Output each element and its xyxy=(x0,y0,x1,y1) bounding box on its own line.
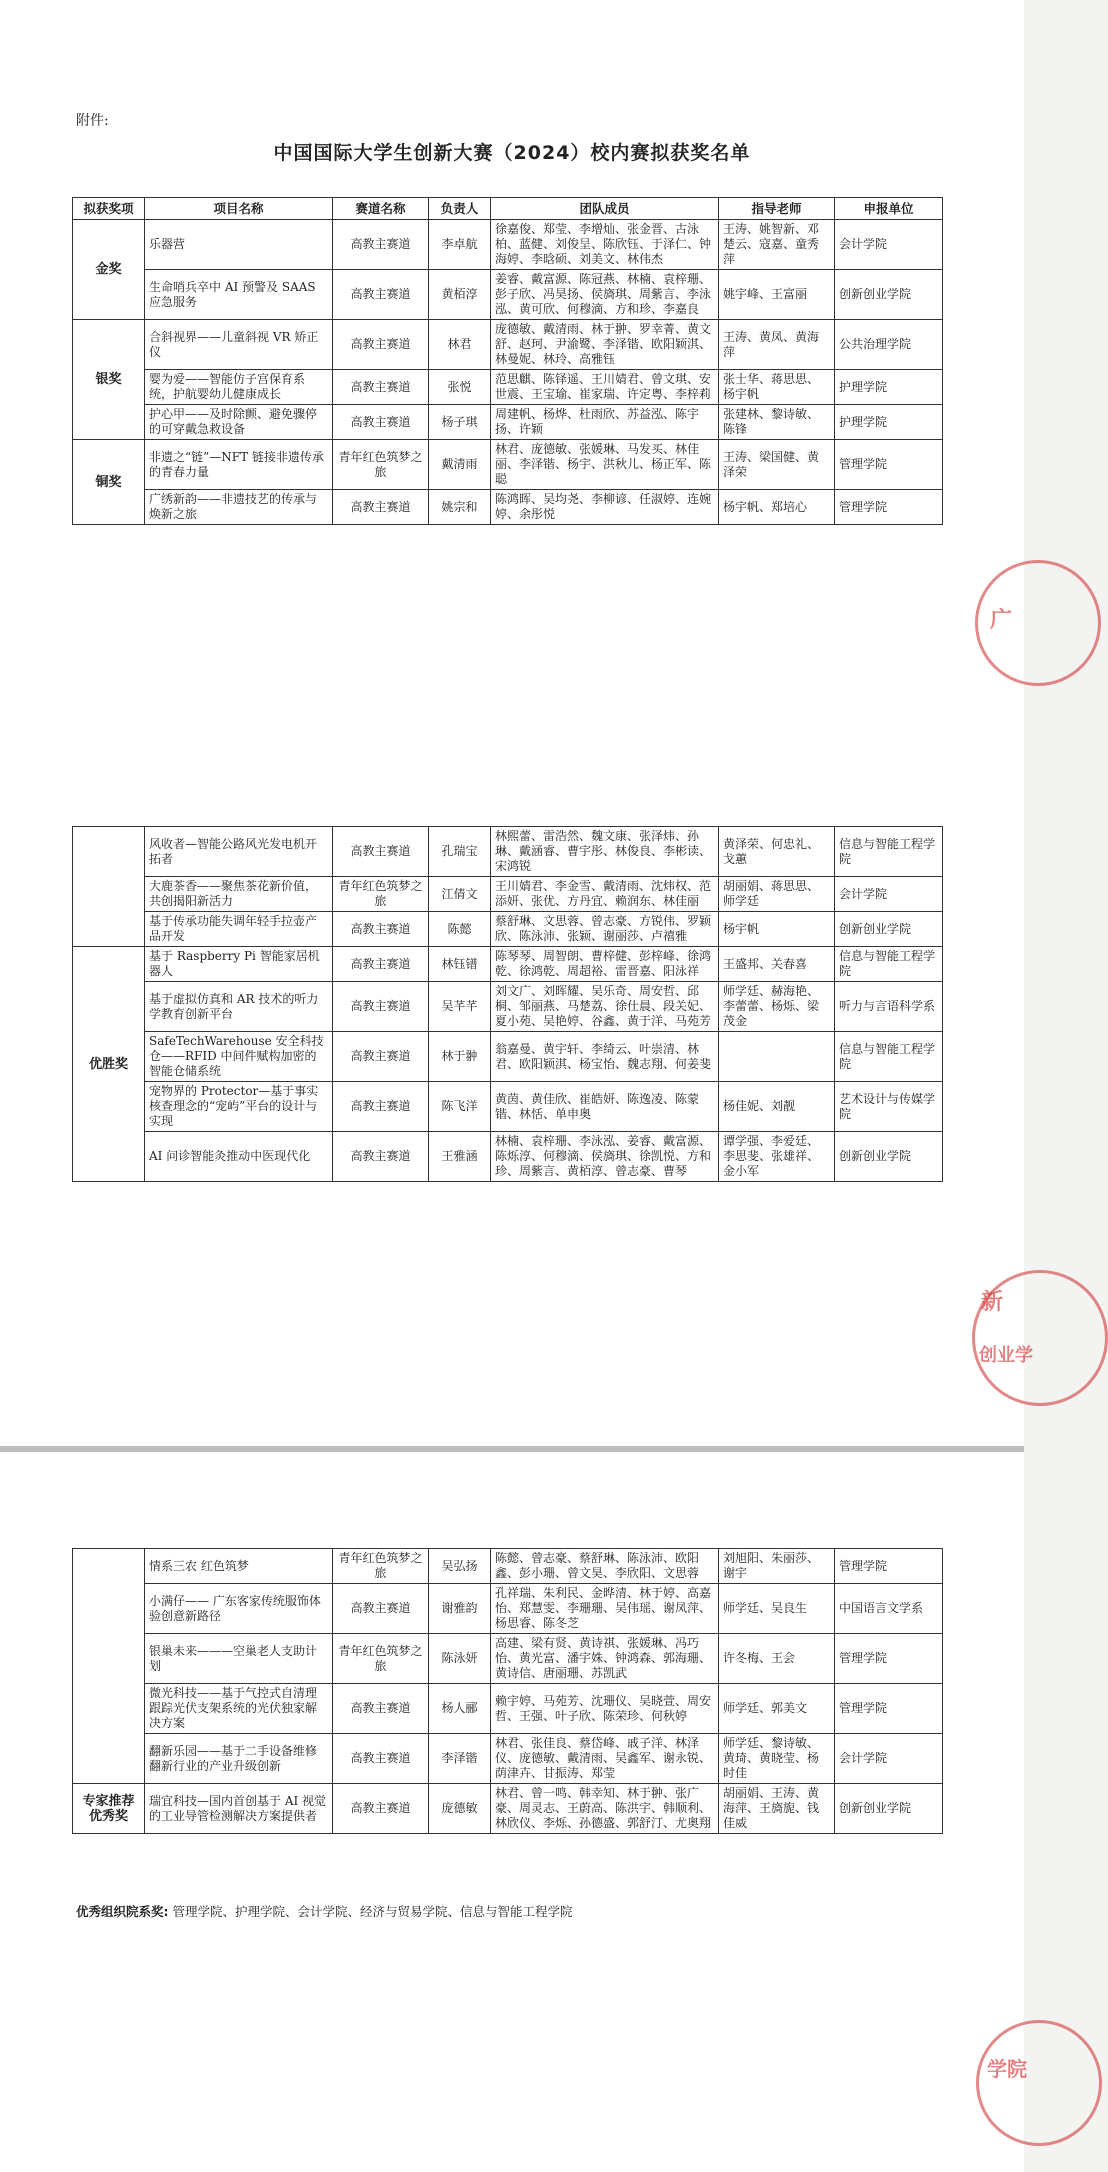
team-members: 陈懿、曾志豪、蔡舒琳、陈泳沛、欧阳鑫、彭小珊、曾文昊、李欣阳、文思蓉 xyxy=(491,1549,719,1584)
unit: 管理学院 xyxy=(835,1634,943,1684)
leader-name: 孔瑞宝 xyxy=(429,827,491,877)
advisors: 师学廷、赫海艳、李蕾蕾、杨烁、梁茂金 xyxy=(719,982,835,1032)
unit: 听力与言语科学系 xyxy=(835,982,943,1032)
team-members: 林君、庞德敏、张媛琳、马发买、林佳丽、李泽锴、杨宇、洪秋儿、杨正军、陈聪 xyxy=(491,440,719,490)
track-name: 高教主赛道 xyxy=(333,827,429,877)
seal-stamp-3 xyxy=(976,2020,1102,2146)
team-members: 徐嘉俊、郑莹、李增灿、张金晋、古泳柏、蓝健、刘俊呈、陈欣钰、于泽仁、钟海婷、李晗硕、刘美文、林伟杰 xyxy=(491,220,719,270)
table-row xyxy=(73,320,943,370)
track-name: 青年红色筑梦之旅 xyxy=(333,1634,429,1684)
table-row xyxy=(73,982,943,1032)
award-level-continued xyxy=(73,827,145,947)
advisors: 许冬梅、王会 xyxy=(719,1634,835,1684)
unit: 管理学院 xyxy=(835,1684,943,1734)
seal-stamp-text: 创业学 xyxy=(979,1345,1033,1366)
leader-name: 谢雅韵 xyxy=(429,1584,491,1634)
project-name: 基于传承功能失调年轻手拉壶产品开发 xyxy=(145,912,333,947)
advisors: 胡丽娟、蒋思思、师学廷 xyxy=(719,877,835,912)
advisors xyxy=(719,1032,835,1082)
track-name: 高教主赛道 xyxy=(333,1132,429,1182)
team-members: 范思麒、陈铎遥、王川婧君、曾文琪、安世震、王宝瑜、崔家瑞、许定粤、李梓莉 xyxy=(491,370,719,405)
leader-name: 林钰镨 xyxy=(429,947,491,982)
advisors: 胡丽娟、王涛、黄海萍、王旖旎、钱佳威 xyxy=(719,1784,835,1834)
leader-name: 林于翀 xyxy=(429,1032,491,1082)
header-track-name: 赛道名称 xyxy=(333,198,429,220)
project-name: 风收者—智能公路风光发电机开拓者 xyxy=(145,827,333,877)
award-level-bronze: 铜奖 xyxy=(73,440,145,525)
seal-stamp-text: 学院 xyxy=(987,2057,1027,2081)
advisors: 杨宇帆 xyxy=(719,912,835,947)
track-name: 高教主赛道 xyxy=(333,982,429,1032)
leader-name: 陈泳妍 xyxy=(429,1634,491,1684)
unit: 公共治理学院 xyxy=(835,320,943,370)
advisors: 姚宇峰、王富丽 xyxy=(719,270,835,320)
document-title: 中国国际大学生创新大赛（2024）校内赛拟获奖名单 xyxy=(273,142,751,164)
project-name: 大鹿茶香——聚焦茶花新价值，共创揭阳新活力 xyxy=(145,877,333,912)
track-name: 高教主赛道 xyxy=(333,320,429,370)
team-members: 赖宇婷、马苑芳、沈珊仪、吴晓萱、周安哲、王强、叶子欣、陈荣珍、何秋婷 xyxy=(491,1684,719,1734)
unit: 护理学院 xyxy=(835,370,943,405)
project-name: 基于 Raspberry Pi 智能家居机器人 xyxy=(145,947,333,982)
award-level-gold: 金奖 xyxy=(73,220,145,320)
team-members: 林君、张佳良、蔡岱峰、戚子洋、林泽仪、庞德敏、戴清雨、吴鑫军、谢永锐、荫津卉、甘振涛、郑莹 xyxy=(491,1734,719,1784)
team-members: 姜睿、戴富源、陈冠燕、林楠、袁梓珊、彭子欣、冯昊扬、侯旖琪、周紫言、李泳泓、黄可欣、何穆滴、方和珍、李嘉良 xyxy=(491,270,719,320)
project-name: 基于虚拟仿真和 AR 技术的听力学教育创新平台 xyxy=(145,982,333,1032)
leader-name: 张悦 xyxy=(429,370,491,405)
unit: 管理学院 xyxy=(835,1549,943,1584)
project-name: 生命哨兵卒中 AI 预警及 SAAS 应急服务 xyxy=(145,270,333,320)
unit: 信息与智能工程学院 xyxy=(835,827,943,877)
awards-table-part1 xyxy=(72,197,943,525)
advisors: 刘旭阳、朱丽莎、谢宇 xyxy=(719,1549,835,1584)
advisors: 王涛、姚智新、邓楚云、寇嘉、童秀萍 xyxy=(719,220,835,270)
project-name: 微光科技——基于气控式自清理跟踪光伏支架系统的光伏独家解决方案 xyxy=(145,1684,333,1734)
unit: 艺术设计与传媒学院 xyxy=(835,1082,943,1132)
awards-table-part2 xyxy=(72,826,943,1182)
project-name: 广绣新韵——非遗技艺的传承与焕新之旅 xyxy=(145,490,333,525)
table-row xyxy=(73,1132,943,1182)
project-name: 乐器营 xyxy=(145,220,333,270)
team-members: 黄茵、黄佳欣、崔皓妍、陈逸凌、陈蒙锴、林恬、单申奥 xyxy=(491,1082,719,1132)
table-row xyxy=(73,947,943,982)
award-level-continued xyxy=(73,1549,145,1784)
unit: 创新创业学院 xyxy=(835,1132,943,1182)
project-name: SafeTechWarehouse 安全科技仓——RFID 中间件赋构加密的智能仓储系统 xyxy=(145,1032,333,1082)
leader-name: 陈懿 xyxy=(429,912,491,947)
advisors: 张士华、蒋思思、杨宇帆 xyxy=(719,370,835,405)
unit: 会计学院 xyxy=(835,220,943,270)
track-name: 高教主赛道 xyxy=(333,1082,429,1132)
table-row xyxy=(73,270,943,320)
advisors: 王涛、黄凤、黄海萍 xyxy=(719,320,835,370)
unit: 护理学院 xyxy=(835,405,943,440)
table-row xyxy=(73,1734,943,1784)
unit: 信息与智能工程学院 xyxy=(835,947,943,982)
award-level-expert: 专家推荐优秀奖 xyxy=(73,1784,145,1834)
organization-award-label: 优秀组织院系奖: xyxy=(76,1904,169,1919)
table-row xyxy=(73,827,943,877)
leader-name: 王雅涵 xyxy=(429,1132,491,1182)
unit: 管理学院 xyxy=(835,490,943,525)
table-header-row xyxy=(73,198,943,220)
track-name: 高教主赛道 xyxy=(333,370,429,405)
leader-name: 庞德敏 xyxy=(429,1784,491,1834)
project-name: 合斜视界——儿童斜视 VR 矫正仪 xyxy=(145,320,333,370)
track-name: 高教主赛道 xyxy=(333,1032,429,1082)
team-members: 林君、曾一鸣、韩幸知、林于翀、张广豪、周灵志、王蔚高、陈洪宇、韩顺利、林欣仪、李烁、孙德盛、郭舒汀、尤奥翔 xyxy=(491,1784,719,1834)
advisors: 师学廷、黎诗敏、黄琦、黄晓莹、杨时佳 xyxy=(719,1734,835,1784)
leader-name: 李泽锴 xyxy=(429,1734,491,1784)
seal-stamp-text: 广 xyxy=(990,608,1013,633)
organization-award-note xyxy=(76,1902,573,1920)
table-row xyxy=(73,1634,943,1684)
table-row xyxy=(73,405,943,440)
team-members: 林熙蕾、雷浩然、魏文康、张泽炜、孙琳、戴涵睿、曹宇彤、林俊良、李彬读、宋鸿锐 xyxy=(491,827,719,877)
track-name: 高教主赛道 xyxy=(333,490,429,525)
leader-name: 杨子琪 xyxy=(429,405,491,440)
team-members: 陈鸿晖、吴均尧、李柳谚、任淑婷、连婉婷、余彤悦 xyxy=(491,490,719,525)
header-award-level: 拟获奖项 xyxy=(73,198,145,220)
awards-table-part3 xyxy=(72,1548,943,1834)
track-name: 高教主赛道 xyxy=(333,1584,429,1634)
track-name: 高教主赛道 xyxy=(333,1734,429,1784)
project-name: 护心甲——及时除颤、避免骤停的可穿戴急救设备 xyxy=(145,405,333,440)
team-members: 王川婧君、李金雪、戴清雨、沈炜权、范添妍、张优、方丹宜、赖润东、林佳丽 xyxy=(491,877,719,912)
leader-name: 吴芊芊 xyxy=(429,982,491,1032)
team-members: 翁嘉曼、黄宇轩、李绮云、叶崇清、林君、欧阳颖淇、杨宝怡、魏志翔、何姜斐 xyxy=(491,1032,719,1082)
project-name: 婴为爱——智能仿子宫保育系统，护航婴幼儿健康成长 xyxy=(145,370,333,405)
project-name: 瑞宜科技—国内首创基于 AI 视觉的工业导管检测解决方案提供者 xyxy=(145,1784,333,1834)
track-name: 高教主赛道 xyxy=(333,270,429,320)
project-name: 翻新乐园——基于二手设备维修翻新行业的产业升级创新 xyxy=(145,1734,333,1784)
project-name: 小满仔—— 广东客家传统服饰体验创意新路径 xyxy=(145,1584,333,1634)
organization-award-text: 管理学院、护理学院、会计学院、经济与贸易学院、信息与智能工程学院 xyxy=(172,1904,573,1919)
seal-stamp-1 xyxy=(975,560,1101,686)
unit: 信息与智能工程学院 xyxy=(835,1032,943,1082)
project-name: 非遗之“链”—NFT 链接非遗传承的青春力量 xyxy=(145,440,333,490)
leader-name: 江倩文 xyxy=(429,877,491,912)
award-level-excellent: 优胜奖 xyxy=(73,947,145,1182)
project-name: 宠物界的 Protector—基于事实核查理念的“宠屿”平台的设计与实现 xyxy=(145,1082,333,1132)
leader-name: 林君 xyxy=(429,320,491,370)
track-name: 高教主赛道 xyxy=(333,1684,429,1734)
seal-stamp-2 xyxy=(972,1270,1108,1406)
track-name: 青年红色筑梦之旅 xyxy=(333,877,429,912)
leader-name: 戴清雨 xyxy=(429,440,491,490)
team-members: 蔡舒琳、文思蓉、曾志豪、方锐伟、罗颖欣、陈泳沛、张颖、谢丽莎、卢禧雅 xyxy=(491,912,719,947)
advisors: 杨宇帆、郑培心 xyxy=(719,490,835,525)
unit: 会计学院 xyxy=(835,877,943,912)
table-row xyxy=(73,440,943,490)
leader-name: 姚宗和 xyxy=(429,490,491,525)
unit: 创新创业学院 xyxy=(835,912,943,947)
project-name: AI 问诊智能灸推动中医现代化 xyxy=(145,1132,333,1182)
unit: 管理学院 xyxy=(835,440,943,490)
award-level-silver: 银奖 xyxy=(73,320,145,440)
track-name: 高教主赛道 xyxy=(333,220,429,270)
team-members: 刘文广、刘晖耀、吴乐奇、周安哲、邱桐、邹丽燕、马楚荔、徐仕晨、段关妃、夏小苑、吴艳婷、谷鑫、黄于洋、马苑芳 xyxy=(491,982,719,1032)
seal-stamp-text: 新 xyxy=(981,1290,1004,1315)
track-name: 高教主赛道 xyxy=(333,405,429,440)
table-row xyxy=(73,912,943,947)
header-leader: 负责人 xyxy=(429,198,491,220)
unit: 创新创业学院 xyxy=(835,1784,943,1834)
header-unit: 申报单位 xyxy=(835,198,943,220)
advisors: 张建林、黎诗敏、陈锋 xyxy=(719,405,835,440)
attachment-label: 附件: xyxy=(76,113,109,129)
track-name: 高教主赛道 xyxy=(333,947,429,982)
unit: 中国语言文学系 xyxy=(835,1584,943,1634)
leader-name: 吴弘扬 xyxy=(429,1549,491,1584)
team-members: 周建帆、杨烨、杜雨欣、苏益泓、陈宇扬、许颖 xyxy=(491,405,719,440)
track-name: 青年红色筑梦之旅 xyxy=(333,440,429,490)
table-row xyxy=(73,1549,943,1584)
table-row xyxy=(73,370,943,405)
leader-name: 杨人郦 xyxy=(429,1684,491,1734)
team-members: 林楠、袁梓珊、李泳泓、姜睿、戴富源、陈烁淳、何穆滴、侯旖琪、徐凯悦、方和珍、周紫言、黄栢淳、曾志豪、曹琴 xyxy=(491,1132,719,1182)
advisors: 师学廷、郭美文 xyxy=(719,1684,835,1734)
team-members: 陈琴琴、周智朗、曹梓健、彭梓峰、徐鸿乾、徐鸿乾、周超裕、雷晋嘉、阳泳祥 xyxy=(491,947,719,982)
project-name: 银巢未来———空巢老人支助计划 xyxy=(145,1634,333,1684)
table-row xyxy=(73,490,943,525)
table-row xyxy=(73,1032,943,1082)
table-row xyxy=(73,1584,943,1634)
leader-name: 黄栢淳 xyxy=(429,270,491,320)
header-team-members: 团队成员 xyxy=(491,198,719,220)
team-members: 庞德敏、戴清雨、林于翀、罗幸菁、黄文舒、赵珂、尹渝鹭、李泽锴、欧阳颖淇、林曼妮、林玲、高雅钰 xyxy=(491,320,719,370)
table-row xyxy=(73,220,943,270)
track-name: 高教主赛道 xyxy=(333,912,429,947)
advisors: 黄泽荣、何忠礼、戈蕙 xyxy=(719,827,835,877)
header-advisors: 指导老师 xyxy=(719,198,835,220)
advisors: 王涛、梁国健、黄泽荣 xyxy=(719,440,835,490)
leader-name: 李卓航 xyxy=(429,220,491,270)
track-name: 青年红色筑梦之旅 xyxy=(333,1549,429,1584)
table-row xyxy=(73,1684,943,1734)
project-name: 情系三农 红色筑梦 xyxy=(145,1549,333,1584)
unit: 会计学院 xyxy=(835,1734,943,1784)
table-row xyxy=(73,1082,943,1132)
leader-name: 陈飞洋 xyxy=(429,1082,491,1132)
advisors: 谭学强、李爱廷、李思斐、张雄祥、金小军 xyxy=(719,1132,835,1182)
table-row xyxy=(73,1784,943,1834)
unit: 创新创业学院 xyxy=(835,270,943,320)
advisors: 王盛邦、关春喜 xyxy=(719,947,835,982)
table-row xyxy=(73,877,943,912)
advisors: 师学廷、吴良生 xyxy=(719,1584,835,1634)
team-members: 孔祥瑞、朱利民、金晔清、林于婷、高嘉怡、郑慧雯、李珊珊、吴伟瑶、谢凤萍、杨思睿、陈冬芝 xyxy=(491,1584,719,1634)
header-project-name: 项目名称 xyxy=(145,198,333,220)
advisors: 杨佳妮、刘靓 xyxy=(719,1082,835,1132)
track-name: 高教主赛道 xyxy=(333,1784,429,1834)
team-members: 高建、梁有贤、黄诗祺、张媛琳、冯巧怡、黄光富、潘宇姝、钟鸿森、郭海珊、黄诗信、唐丽珊、苏凯武 xyxy=(491,1634,719,1684)
